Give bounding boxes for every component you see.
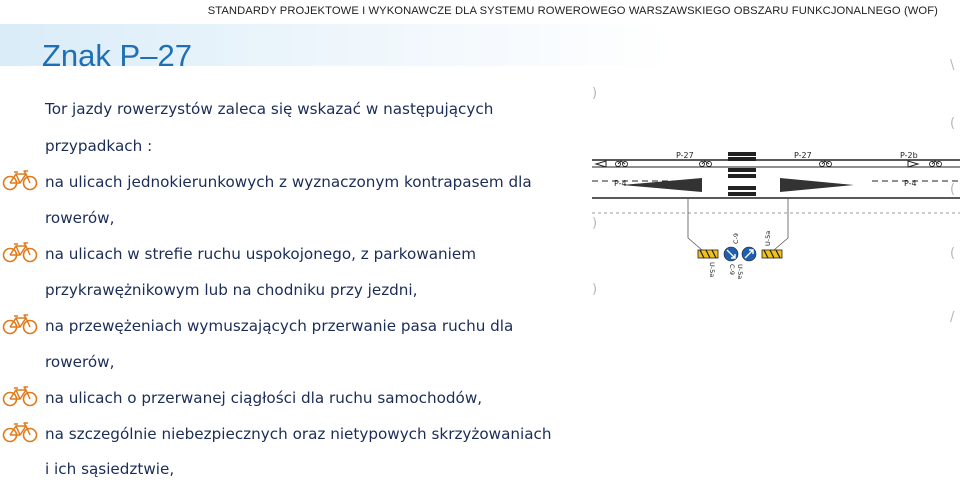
- label-p4-left: P-4: [614, 179, 627, 188]
- bicycle-icon: [820, 161, 832, 167]
- label-p27-b: P-27: [794, 151, 812, 160]
- item-3-line-2: rowerów,: [45, 353, 115, 371]
- item-1-line-1: na ulicach jednokierunkowych z wyznaczonym kontrapasem dla: [45, 173, 532, 191]
- slide-title: Znak P–27: [42, 38, 192, 73]
- label-u5a-bottom: U-5a: [736, 264, 744, 280]
- intro-line-1: Tor jazdy rowerzystów zaleca się wskazać w następujących: [45, 100, 494, 118]
- arrow-icon: [908, 161, 918, 167]
- header-bar: [0, 0, 960, 24]
- label-u5a-top: U-5a: [764, 230, 772, 246]
- item-2-line-1: na ulicach w strefie ruchu uspokojonego, z parkowaniem: [45, 245, 477, 263]
- label-c9-top: C-9: [732, 232, 740, 244]
- arrow-icon: [596, 161, 606, 167]
- edge-mark: (: [950, 116, 956, 131]
- bicycle-icon: [2, 313, 38, 335]
- bicycle-icon: [700, 161, 712, 167]
- label-p27-a: P-27: [676, 151, 694, 160]
- item-2-line-2: przykrawężnikowym lub na chodniku przy jezdni,: [45, 281, 418, 299]
- u5a-barrier-right: [762, 250, 782, 258]
- item-3-line-1: na przewężeniach wymuszających przerwanie pasa ruchu dla: [45, 317, 514, 335]
- label-u5a-left: U-5a: [708, 262, 716, 278]
- edge-mark: (: [950, 246, 956, 261]
- edge-mark: /: [950, 310, 955, 325]
- bicycle-icon: [2, 421, 38, 443]
- edge-mark: (: [950, 182, 956, 197]
- traffic-island-right: [780, 178, 854, 192]
- pole-line-left: [688, 198, 702, 250]
- bicycle-icon: [2, 385, 38, 407]
- header-title: STANDARDY PROJEKTOWE I WYKONAWCZE DLA SYSTEMU ROWEROWEGO WARSZAWSKIEGO OBSZARU FUNKCJONALNEGO (WOF): [207, 5, 938, 17]
- bicycle-icon: [2, 169, 38, 191]
- intro-line-2: przypadkach :: [45, 137, 153, 155]
- label-p4-right: P-4: [904, 179, 917, 188]
- edge-mark: ): [592, 216, 598, 231]
- bicycle-icon: [616, 161, 628, 167]
- bicycle-icon: [930, 161, 942, 167]
- traffic-island-left: [622, 178, 702, 192]
- road-diagram: [592, 88, 960, 288]
- item-5-line-1: na szczególnie niebezpiecznych oraz nietypowych skrzyżowaniach: [45, 425, 552, 443]
- edge-mark: ): [592, 282, 598, 297]
- edge-mark: \: [950, 58, 955, 73]
- u5a-barrier-left: [698, 250, 718, 258]
- bicycle-icon: [2, 241, 38, 263]
- item-4-line-1: na ulicach o przerwanej ciągłości dla ruchu samochodów,: [45, 389, 483, 407]
- item-1-line-2: rowerów,: [45, 209, 115, 227]
- label-c9-bottom: C-9: [728, 264, 736, 276]
- item-5-line-2: i ich sąsiedztwie,: [45, 460, 175, 478]
- label-p2b: P-2b: [900, 151, 918, 160]
- pedestrian-crossing: [728, 152, 756, 196]
- edge-mark: ): [592, 86, 598, 101]
- pole-line-right: [774, 198, 788, 250]
